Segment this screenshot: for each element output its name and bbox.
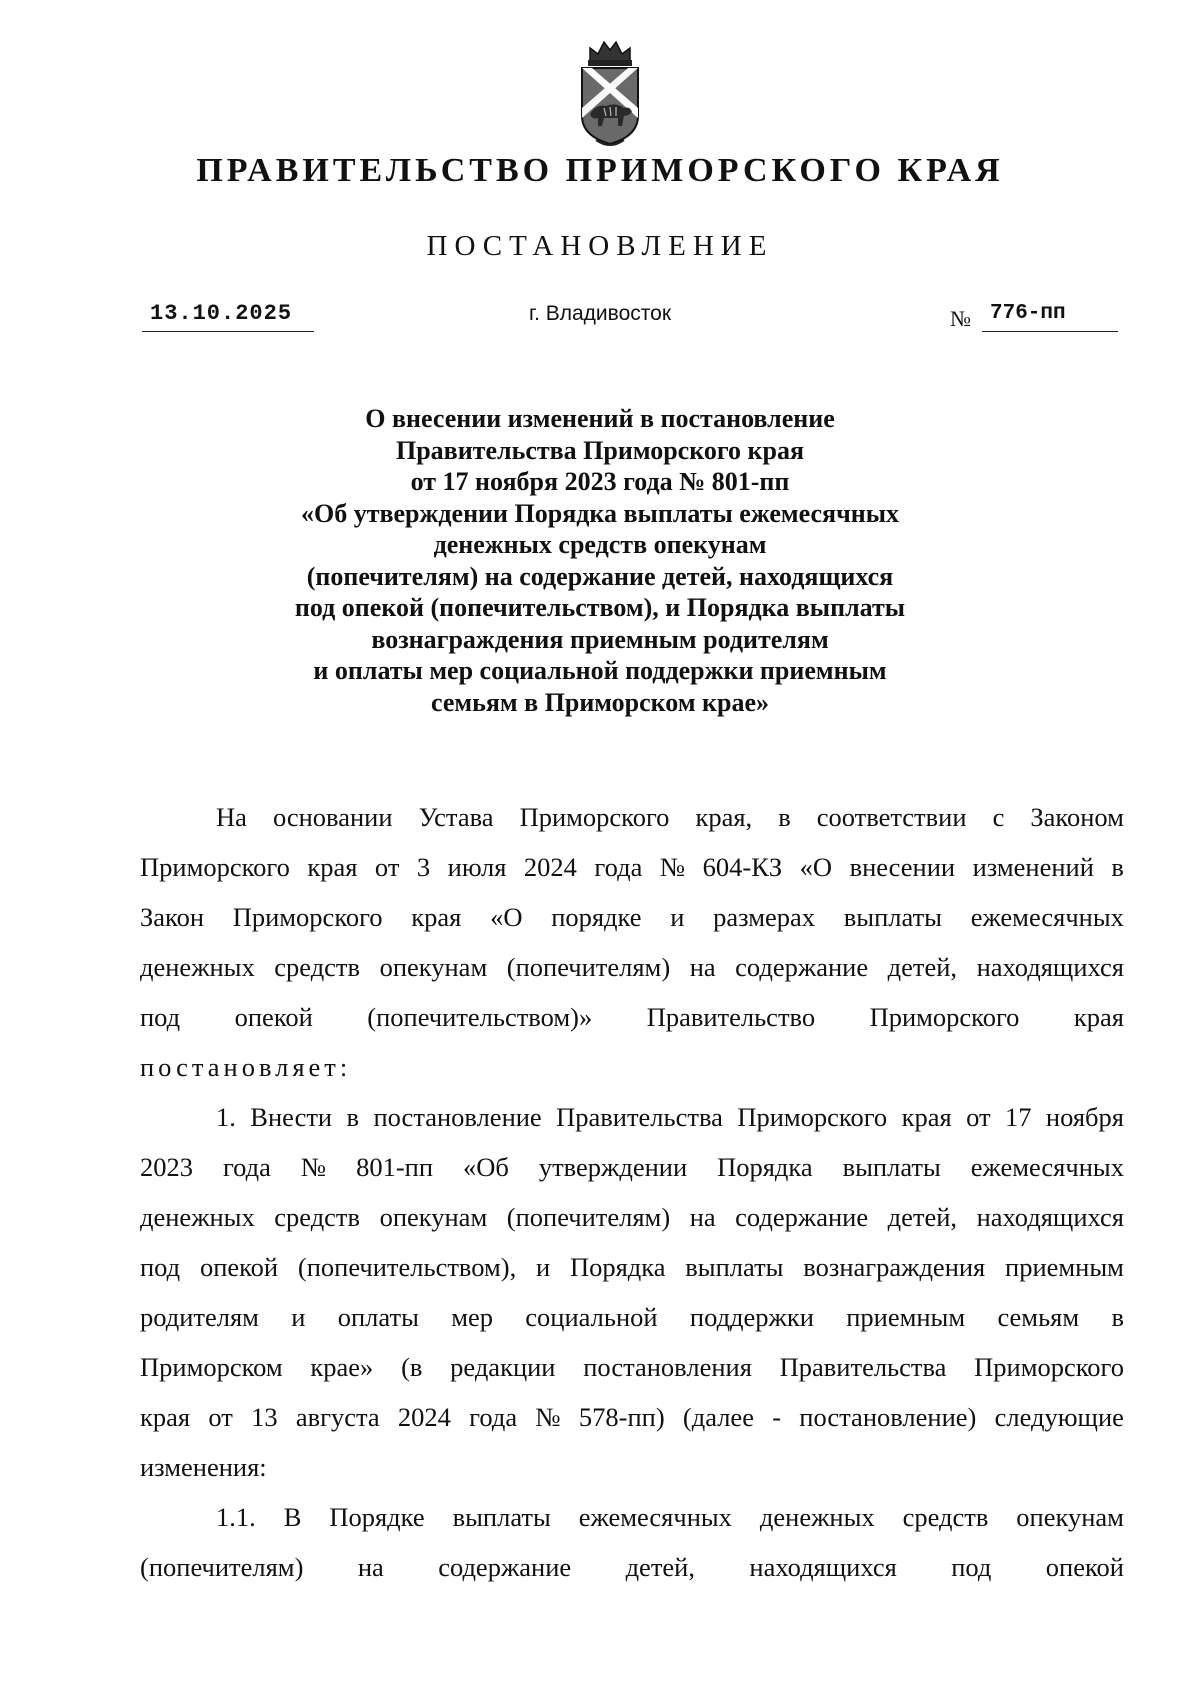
word: постановление (373, 1102, 542, 1132)
heading-line: под опекой (попечительством), и Порядка выплаты (294, 593, 906, 622)
word: семьям (997, 1302, 1080, 1332)
body-line (140, 1492, 1124, 1542)
word: (попечительством)» (367, 1002, 593, 1032)
word: постановление) (799, 1402, 977, 1432)
word: (попечителям) (506, 1202, 671, 1232)
word: 2024 (523, 852, 577, 882)
word: с (992, 802, 1005, 832)
word: - (772, 1402, 782, 1432)
heading-line: «Об утверждении Порядка выплаты ежемесячных (300, 498, 900, 528)
word: Приморского (519, 802, 670, 832)
word: опекунам (379, 1202, 488, 1232)
word: (далее (682, 1402, 754, 1432)
word: поддержки (689, 1302, 814, 1332)
document-body (140, 792, 1124, 1592)
document-city: г. Владивосток (528, 302, 672, 325)
word: августа (295, 1402, 380, 1432)
word: опекой (199, 1252, 279, 1282)
word: содержание (735, 1202, 869, 1232)
heading-line: Правительства Приморского края (395, 435, 805, 465)
word: размерах (713, 902, 816, 932)
word: Правительства (556, 1102, 723, 1132)
word: края, (695, 802, 753, 832)
paragraph-item-1-1 (140, 1492, 1124, 1592)
word: На (216, 802, 247, 832)
heading-line: денежных средств опекунам (433, 530, 767, 559)
word: от (966, 1102, 991, 1132)
word: находящихся (976, 1202, 1124, 1232)
word: июля (447, 852, 507, 882)
word: внесении (849, 852, 956, 882)
word: выплаты (685, 1252, 784, 1282)
word: детей, (625, 1552, 695, 1582)
word: 2023 (140, 1152, 193, 1182)
word: Порядка (569, 1252, 666, 1282)
body-line (140, 1292, 1124, 1342)
word: края (901, 1102, 952, 1132)
word: выплаты (842, 1152, 941, 1182)
word: под (140, 1002, 181, 1032)
document-type: ПОСТАНОВЛЕНИЕ (426, 230, 774, 262)
word: края (411, 902, 462, 932)
body-line (140, 942, 1124, 992)
word: приемным (1005, 1252, 1124, 1282)
word: 1.1. (216, 1502, 256, 1532)
word: «О (799, 852, 833, 882)
word: 578-пп) (578, 1402, 665, 1432)
word: 17 (1004, 1102, 1032, 1132)
word: детей, (887, 952, 958, 982)
word: «Об (463, 1152, 509, 1182)
body-line-end: изменения: (140, 1452, 267, 1482)
word: опекой (234, 1002, 313, 1032)
body-line (140, 1092, 1124, 1142)
word: в (778, 802, 791, 832)
word: от (374, 852, 400, 882)
word: на (689, 1202, 716, 1232)
word: № (659, 852, 686, 882)
word: в (1111, 852, 1124, 882)
word: Порядке (329, 1502, 425, 1532)
heading-line: О внесении изменений в постановление (365, 404, 835, 433)
body-line (140, 1142, 1124, 1192)
word: родителям (140, 1302, 259, 1332)
word: «О (490, 902, 523, 932)
word: оплаты (337, 1302, 419, 1332)
word: года (594, 852, 643, 882)
word: Приморского (232, 902, 383, 932)
word: средств (902, 1502, 989, 1532)
word: денежных (140, 952, 255, 982)
word: 1. (216, 1102, 236, 1132)
word: Законом (1030, 802, 1124, 832)
word: края (307, 852, 358, 882)
word: Приморского (140, 852, 290, 882)
word: В (283, 1502, 302, 1532)
government-title: ПРАВИТЕЛЬСТВО ПРИМОРСКОГО КРАЯ (196, 152, 1004, 189)
body-line (140, 1392, 1124, 1442)
word: в (346, 1102, 360, 1132)
body-line (140, 1242, 1124, 1292)
word: опекунам (1016, 1502, 1124, 1532)
word: приемным (846, 1302, 966, 1332)
word: соответствии (816, 802, 967, 832)
word: 801-пп (356, 1152, 434, 1182)
word: крае» (310, 1352, 374, 1382)
word: и (670, 902, 685, 932)
word: под (951, 1552, 992, 1582)
word: постановления (583, 1352, 752, 1382)
word: Закон (140, 902, 204, 932)
word: Порядка (717, 1152, 813, 1182)
word: находящихся (749, 1552, 897, 1582)
document-heading (150, 403, 1050, 718)
body-line (140, 892, 1124, 942)
word: денежных (140, 1202, 255, 1232)
word: выплаты (452, 1502, 551, 1532)
word: социальной (525, 1302, 658, 1332)
word: края (140, 1402, 191, 1432)
resolves-word: постановляет: (140, 1052, 352, 1082)
word: содержание (438, 1552, 572, 1582)
word: денежных (759, 1502, 875, 1532)
heading-line: (попечителям) на содержание детей, находящихся (306, 561, 894, 591)
word: 13 (251, 1402, 278, 1432)
word: ежемесячных (970, 902, 1124, 932)
word: (попечителям) (506, 952, 671, 982)
word: в (1111, 1302, 1124, 1332)
body-line (140, 792, 1124, 842)
paragraph-basis (140, 792, 1124, 1092)
word: Приморского (869, 1002, 1020, 1032)
document-date: 13.10.2025 (142, 298, 314, 332)
word: детей, (887, 1202, 958, 1232)
word: под (140, 1252, 181, 1282)
word: от (208, 1402, 233, 1432)
word: Устава (418, 802, 494, 832)
body-line (140, 1542, 1124, 1592)
word: года (222, 1152, 271, 1182)
document-meta-row (0, 298, 1200, 342)
word: Правительство (646, 1002, 816, 1032)
word: № (300, 1152, 327, 1182)
word: мер (451, 1302, 493, 1332)
word: и (536, 1252, 551, 1282)
word: содержание (735, 952, 869, 982)
word: (попечительством), (297, 1252, 517, 1282)
word: изменений (972, 852, 1094, 882)
word: 3 (416, 852, 431, 882)
word: (попечителям) (140, 1552, 304, 1582)
word: утверждении (538, 1152, 688, 1182)
word: основании (272, 802, 393, 832)
word: вознаграждения (803, 1252, 986, 1282)
word: ноября (1045, 1102, 1124, 1132)
word: Правительства (779, 1352, 947, 1382)
body-line (140, 992, 1124, 1042)
word: опекой (1045, 1552, 1124, 1582)
word: и (291, 1302, 306, 1332)
heading-line: от 17 ноября 2023 года № 801-пп (410, 467, 790, 496)
heading-line: семьям в Приморском крае» (430, 687, 770, 717)
number-label: № (950, 306, 971, 331)
word: на (357, 1552, 384, 1582)
word: края (1073, 1002, 1124, 1032)
word: года (469, 1402, 518, 1432)
word: опекунам (379, 952, 488, 982)
word: следующие (994, 1402, 1124, 1432)
body-line (140, 1192, 1124, 1242)
word: средств (274, 1202, 361, 1232)
word: 2024 (397, 1402, 451, 1432)
paragraph-item-1 (140, 1092, 1124, 1492)
word: на (689, 952, 716, 982)
word: 604-КЗ (702, 852, 783, 882)
word: Приморского (737, 1102, 888, 1132)
word: Приморском (140, 1352, 283, 1382)
word: Приморского (974, 1352, 1124, 1382)
word: № (535, 1402, 561, 1432)
word: (в (401, 1352, 423, 1382)
heading-line: вознаграждения приемным родителям (371, 624, 829, 654)
word: выплаты (843, 902, 942, 932)
word: находящихся (976, 952, 1124, 982)
body-line (140, 842, 1124, 892)
word: средств (274, 952, 361, 982)
word: ежемесячных (970, 1152, 1124, 1182)
body-line (140, 1342, 1124, 1392)
word: редакции (450, 1352, 556, 1382)
document-number: 776-пп (982, 298, 1118, 332)
word: ежемесячных (578, 1502, 732, 1532)
coat-of-arms-emblem (576, 36, 644, 148)
word: Внести (250, 1102, 333, 1132)
heading-line: и оплаты мер социальной поддержки приемным (313, 656, 887, 685)
word: порядке (551, 902, 642, 932)
